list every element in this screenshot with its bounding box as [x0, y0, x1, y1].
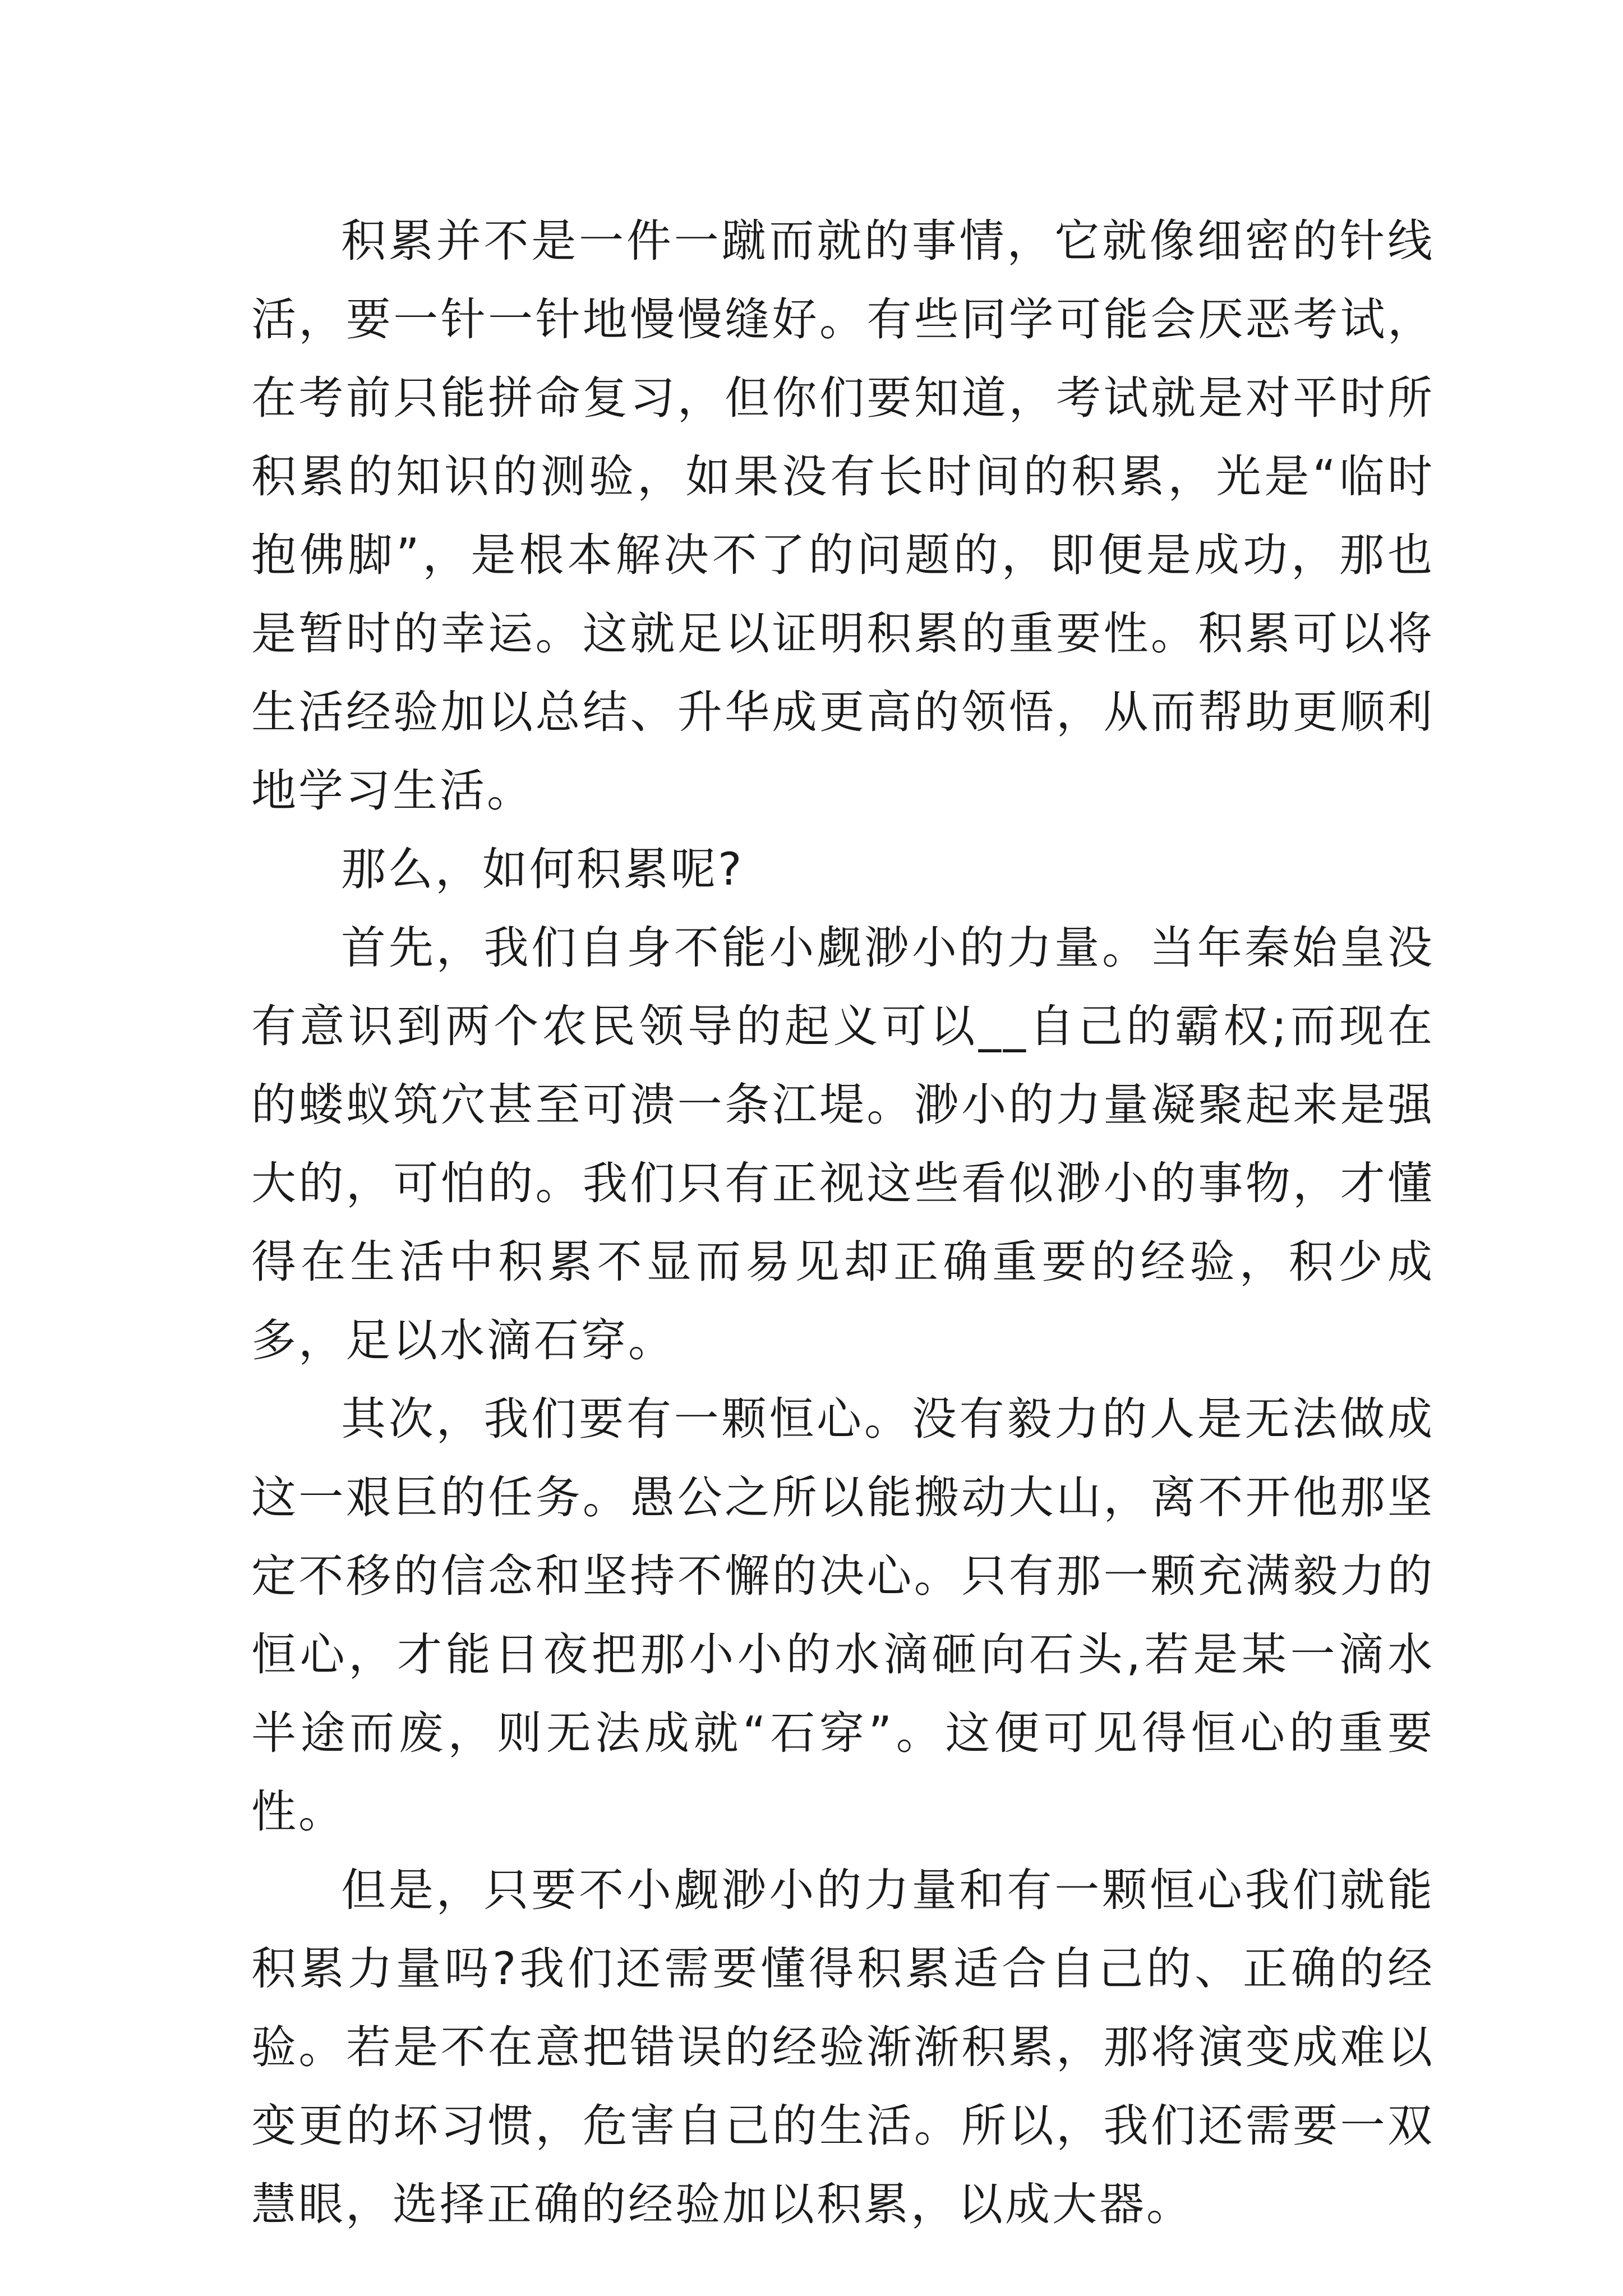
paragraph-5: 但是，只要不小觑渺小的力量和有一颗恒心我们就能积累力量吗?我们还需要懂得积累适合自己的、正确的经验。若是不在意把错误的经验渐渐积累，那将演变成难以变更的坏习惯，危害自己的生活。所以，我们还需要一双慧眼，选择正确的经验加以积累，以成大器。	[251, 1864, 1435, 2230]
paragraph-2: 那么，如何积累呢?	[341, 843, 744, 895]
paragraph-1: 积累并不是一件一蹴而就的事情，它就像细密的针线活，要一针一针地慢慢缝好。有些同学可能会厌恶考试，在考前只能拼命复习，但你们要知道，考试就是对平时所积累的知识的测验，如果没有长时间的积累，光是“临时抱佛脚”，是根本解决不了的问题的，即便是成功，那也是暂时的幸运。这就足以证明积累的重要性。积累可以将生活经验加以总结、升华成更高的领悟，从而帮助更顺利地学习生活。	[251, 215, 1435, 817]
paragraph-3: 首先，我们自身不能小觑渺小的力量。当年秦始皇没有意识到两个农民领导的起义可以__自己的霸权;而现在的蝼蚁筑穴甚至可溃一条江堤。渺小的力量凝聚起来是强大的，可怕的。我们只有正视这些看似渺小的事物，才懂得在生活中积累不显而易见却正确重要的经验，积少成多，足以水滴石穿。	[251, 922, 1435, 1366]
paragraph-4: 其次，我们要有一颗恒心。没有毅力的人是无法做成这一艰巨的任务。愚公之所以能搬动大山，离不开他那坚定不移的信念和坚持不懈的决心。只有那一颗充满毅力的恒心，才能日夜把那小小的水滴砸向石头,若是某一滴水半途而废，则无法成就“石穿”。这便可见得恒心的重要性。	[251, 1393, 1435, 1838]
document-body	[251, 202, 1435, 2244]
